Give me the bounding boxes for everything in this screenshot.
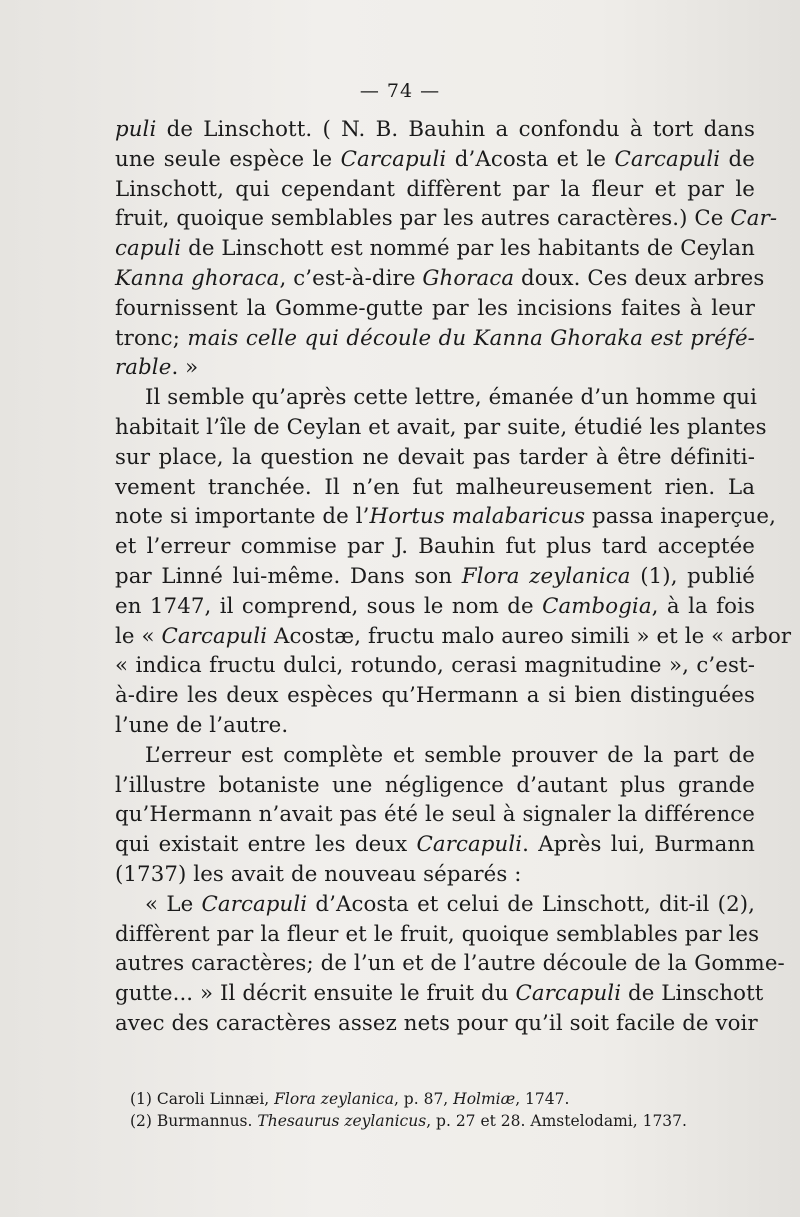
- text-line: l’illustre botaniste une négligence d’autant plus grande: [115, 772, 755, 798]
- text-line: Kanna ghoraca, c’est-à-dire Ghoraca doux. Ces deux arbres: [115, 265, 765, 291]
- paragraph-start-line: L’erreur est complète et semble prouver de la part de: [145, 742, 755, 768]
- text-line: fournissent la Gomme-gutte par les incisions faites à leur: [115, 295, 755, 321]
- quote-start-line: « Le Carcapuli d’Acosta et celui de Linschott, dit-il (2),: [145, 891, 755, 917]
- text-line: tronc; mais celle qui découle du Kanna Ghoraka est préfé-: [115, 325, 755, 351]
- footnote-2: (2) Burmannus. Thesaurus zeylanicus, p. 27 et 28. Amstelodami, 1737.: [130, 1112, 687, 1130]
- text-line: qu’Hermann n’avait pas été le seul à signaler la différence: [115, 802, 755, 828]
- text-line: habitait l’île de Ceylan et avait, par suite, étudié les plantes: [115, 414, 767, 440]
- paragraph-start-line: Il semble qu’après cette lettre, émanée d’un homme qui: [145, 385, 757, 411]
- text-line: fruit, quoique semblables par les autres caractères.) Ce Car-: [115, 206, 778, 232]
- text-line: vement tranchée. Il n’en fut malheureusement rien. La: [115, 474, 755, 500]
- text-line: et l’erreur commise par J. Bauhin fut plus tard acceptée: [115, 534, 755, 560]
- text-line: qui existait entre les deux Carcapuli. Après lui, Burmann: [115, 832, 755, 858]
- text-line: le « Carcapuli Acostæ, fructu malo aureo simili » et le « arbor: [115, 623, 792, 649]
- text-line: note si importante de l’Hortus malabaricus passa inaperçue,: [115, 504, 776, 530]
- text-line: gutte... » Il décrit ensuite le fruit du Carcapuli de Linschott: [115, 981, 764, 1007]
- text-line: sur place, la question ne devait pas tarder à être définiti-: [115, 444, 755, 470]
- body-text: [115, 115, 792, 1039]
- text-line: en 1747, il comprend, sous le nom de Cambogia, à la fois: [115, 593, 755, 619]
- text-line: par Linné lui-même. Dans son Flora zeylanica (1), publié: [115, 563, 755, 589]
- text-line: puli de Linschott. ( N. B. Bauhin a confondu à tort dans: [115, 117, 755, 142]
- page-number: — 74 —: [359, 80, 441, 102]
- text-line: diffèrent par la fleur et le fruit, quoique semblables par les: [115, 921, 760, 947]
- footnote-1: (1) Caroli Linnæi, Flora zeylanica, p. 87, Holmiæ, 1747.: [130, 1090, 570, 1108]
- text-line: « indica fructu dulci, rotundo, cerasi magnitudine », c’est-: [115, 653, 755, 679]
- text-line: l’une de l’autre.: [115, 712, 289, 738]
- text-line: une seule espèce le Carcapuli d’Acosta et le Carcapuli de: [115, 146, 755, 172]
- text-line: (1737) les avait de nouveau séparés :: [115, 861, 522, 887]
- text-line: autres caractères; de l’un et de l’autre découle de la Gomme-: [115, 951, 785, 977]
- text-line: rable. »: [115, 355, 199, 381]
- footnotes: [130, 1088, 740, 1132]
- text-line: capuli de Linschott est nommé par les habitants de Ceylan: [115, 236, 755, 262]
- text-line: avec des caractères assez nets pour qu’il soit facile de voir: [115, 1010, 758, 1036]
- text-line: Linschott, qui cependant diffèrent par la fleur et par le: [115, 176, 755, 202]
- text-line: à-dire les deux espèces qu’Hermann a si bien distinguées: [115, 683, 755, 709]
